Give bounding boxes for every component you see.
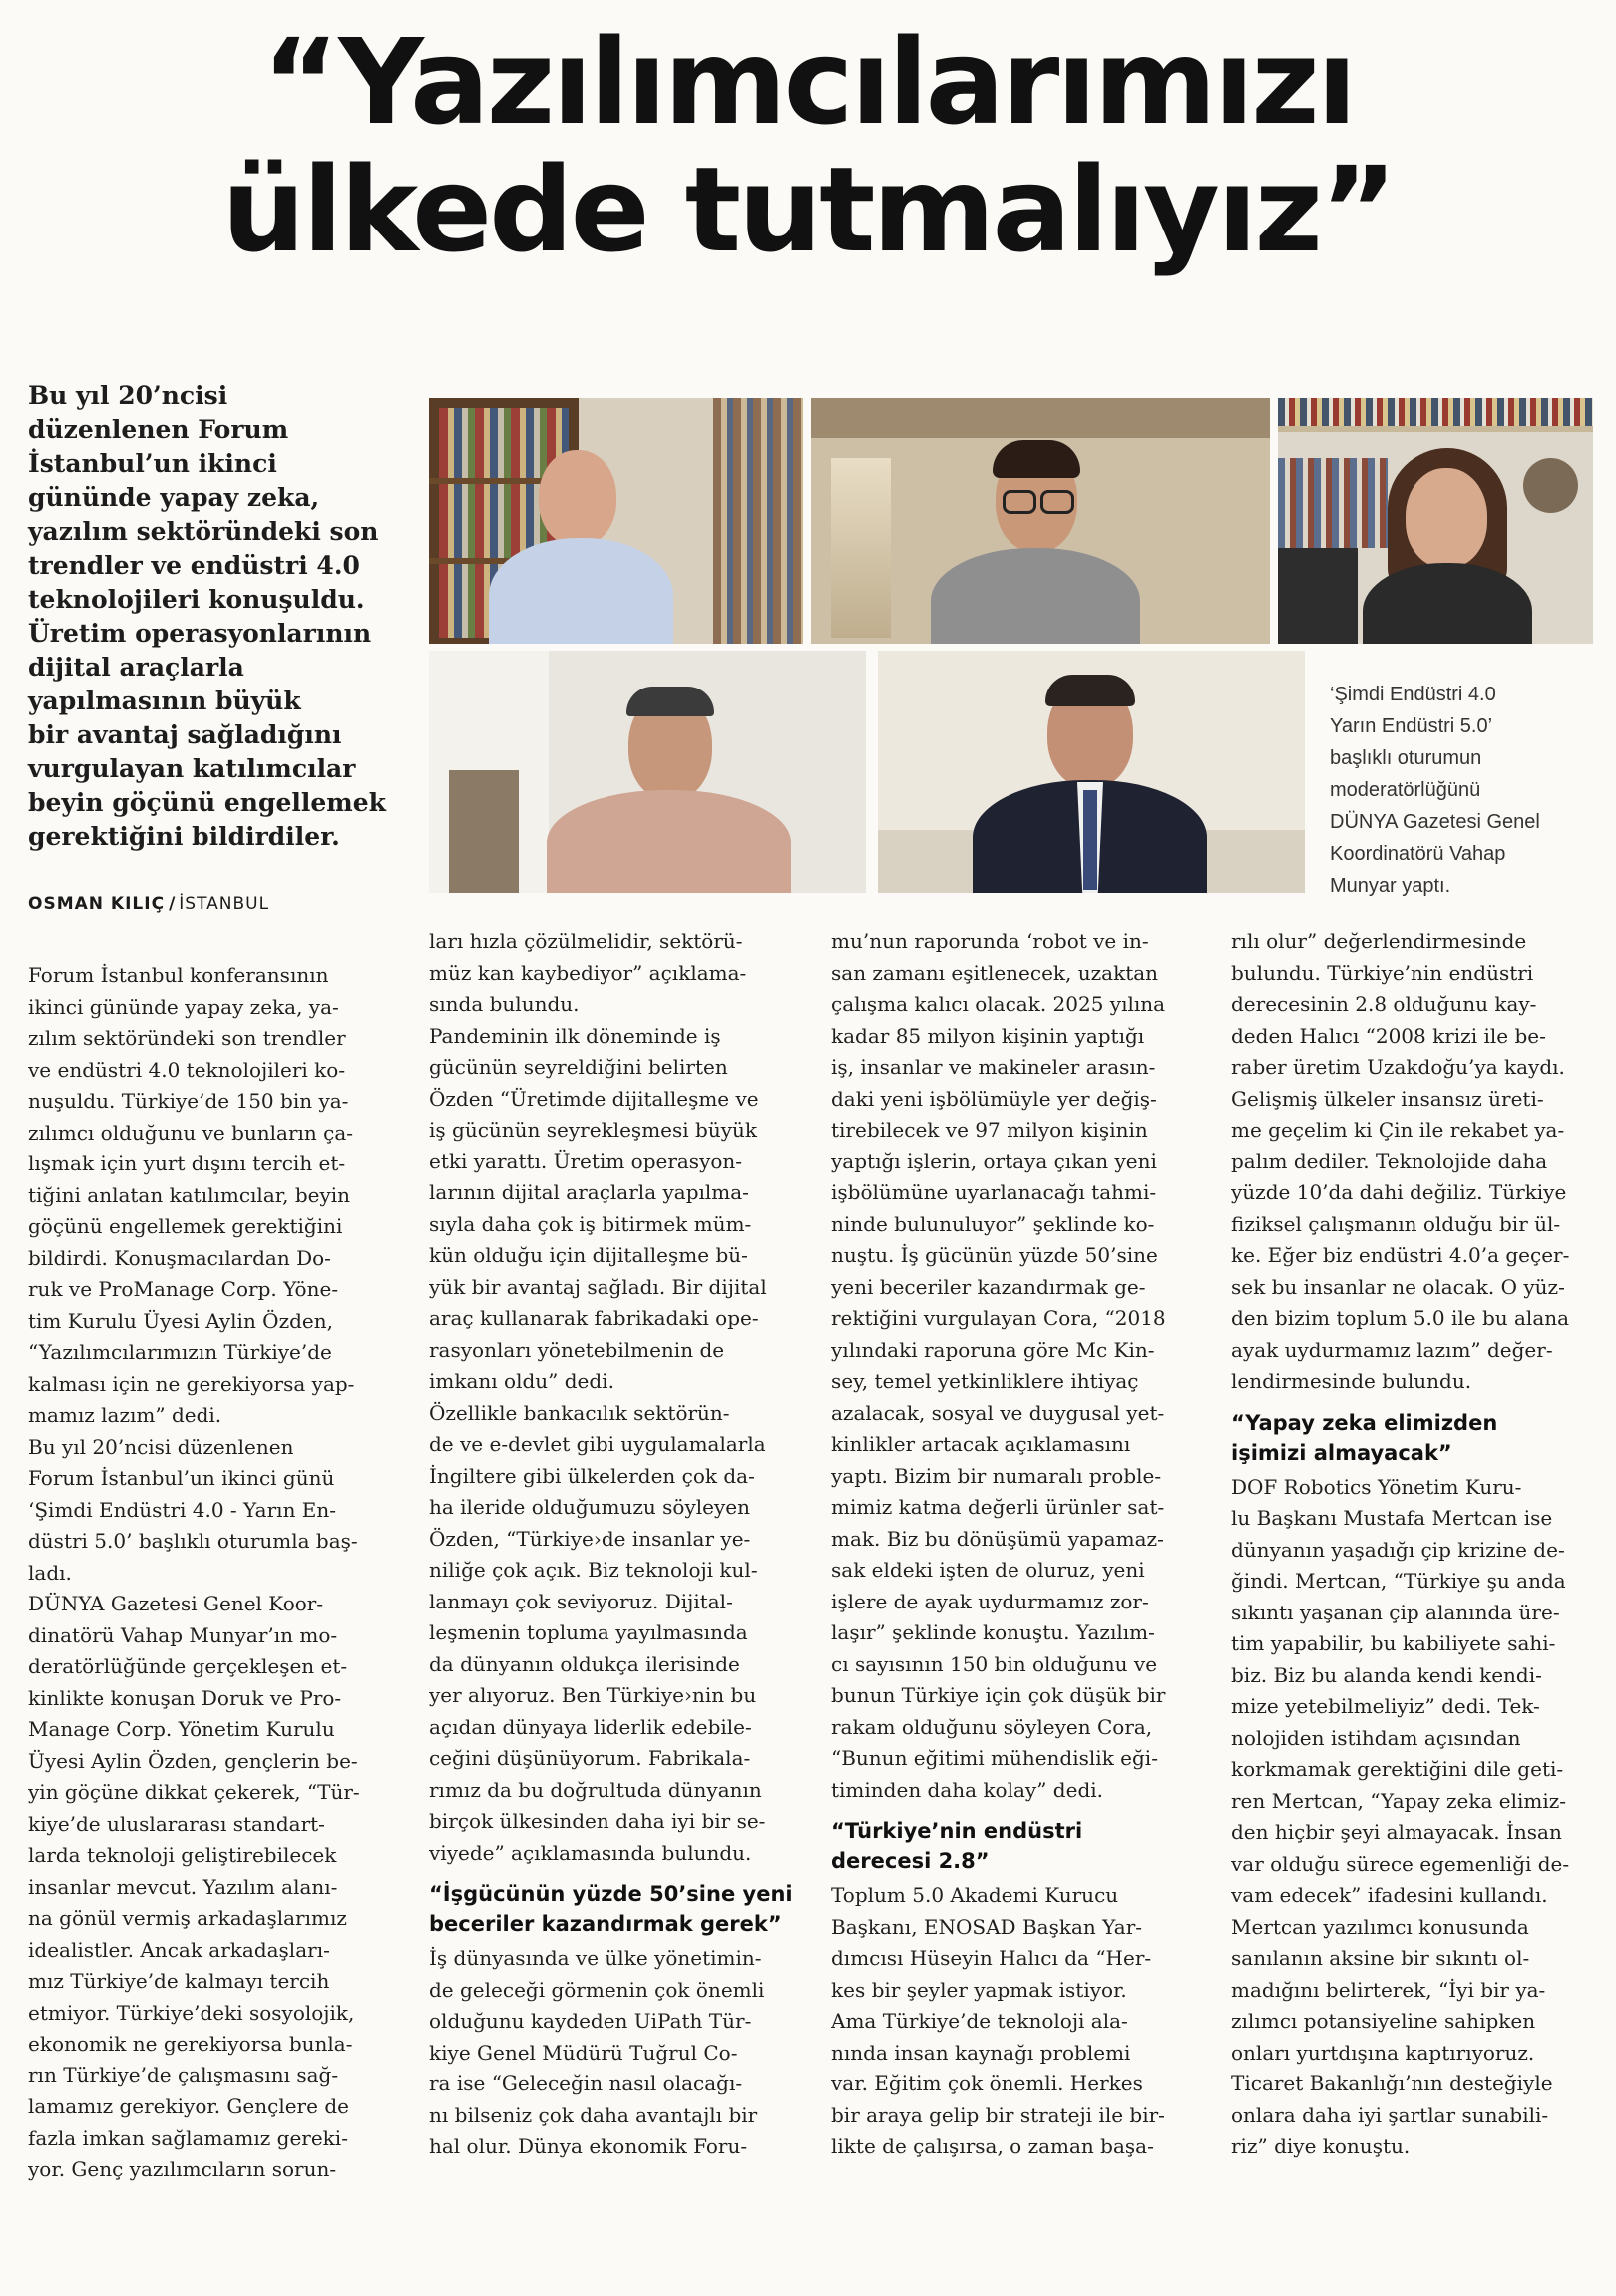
caption-line: Munyar yaptı. <box>1330 875 1451 897</box>
text-line: tim Kurulu Üyesi Aylin Özden, <box>28 1308 333 1333</box>
text-line: me geçelim ki Çin ile rekabet ya- <box>1231 1118 1565 1142</box>
text-line: olduğunu kaydeden UiPath Tür- <box>429 2009 752 2033</box>
text-line: kes bir şeyler yapmak istiyor. <box>831 1977 1127 2002</box>
paragraph <box>28 1432 405 1590</box>
text-line: ninde bulunuluyor” şeklinde ko- <box>831 1211 1155 1236</box>
text-line: onları yurtdışına kaptırıyoruz. <box>1231 2040 1535 2065</box>
text-line: dinatörü Vahap Munyar’ın mo- <box>28 1622 338 1647</box>
article-column-4 <box>1231 926 1595 2163</box>
text-line: laşır” şeklinde konuştu. Yazılım- <box>831 1620 1155 1644</box>
text-line: ladı. <box>28 1560 72 1585</box>
text-line: biz. Biz bu alanda kendi kendi- <box>1231 1662 1542 1687</box>
text-line: larının dijital araçlarla yapılma- <box>429 1180 749 1204</box>
paragraph <box>429 1021 798 1398</box>
text-line: mız Türkiye’de kalmayı tercih <box>28 1969 330 1993</box>
text-line: hal olur. Dünya ekonomik Foru- <box>429 2134 748 2158</box>
text-line: Başkanı, ENOSAD Başkan Yar- <box>831 1914 1143 1939</box>
caption-line: ‘Şimdi Endüstri 4.0 <box>1330 684 1496 705</box>
text-line: sey, temel yetkinliklere ihtiyaç <box>831 1369 1139 1393</box>
text-line: ren Mertcan, “Yapay zeka elimiz- <box>1231 1788 1567 1813</box>
paragraph <box>429 1398 798 1870</box>
lead-line: gerektiğini bildirdiler. <box>28 822 340 851</box>
text-line: na gönül vermiş arkadaşlarımız <box>28 1906 347 1930</box>
text-line: Toplum 5.0 Akademi Kurucu <box>831 1883 1119 1907</box>
lead-line: Üretim operasyonlarının <box>28 619 372 648</box>
text-line: düstri 5.0’ başlıklı oturumla baş- <box>28 1529 358 1553</box>
text-line: yer alıyoruz. Ben Türkiye›nin bu <box>429 1683 757 1707</box>
paragraph <box>831 926 1200 1806</box>
text-line: tirebilecek ve 97 milyon kişinin <box>831 1118 1148 1142</box>
text-line: daki yeni işbölümüyle yer değiş- <box>831 1086 1157 1111</box>
caption-line: Yarın Endüstri 5.0’ <box>1330 715 1493 737</box>
text-line: larda teknoloji geliştirebilecek <box>28 1843 337 1867</box>
text-line: Manage Corp. Yönetim Kurulu <box>28 1717 335 1741</box>
text-line: vam edecek” ifadesini kullandı. <box>1231 1883 1548 1907</box>
section-subheading <box>429 1879 798 1939</box>
paragraph <box>831 1880 1200 2163</box>
article-column-3 <box>831 926 1200 2163</box>
subheading-line: derecesi 2.8” <box>831 1849 990 1873</box>
text-line: kün olduğu için dijitalleşme bü- <box>429 1243 748 1267</box>
text-line: de ve e-devlet gibi uygulamalarla <box>429 1432 766 1456</box>
subheading-line: işimizi almayacak” <box>1231 1440 1452 1465</box>
article-column-2 <box>429 926 798 2163</box>
lead-line: dijital araçlarla <box>28 653 244 682</box>
text-line: nuşuldu. Türkiye’de 150 bin ya- <box>28 1089 349 1113</box>
photo-participant-5 <box>878 651 1305 893</box>
paragraph <box>28 1589 405 2186</box>
text-line: lışmak için yurt dışını tercih et- <box>28 1151 346 1175</box>
text-line: ikinci gününde yapay zeka, ya- <box>28 994 339 1019</box>
text-line: “Yazılımcılarımızın Türkiye’de <box>28 1340 332 1364</box>
text-line: leşmenin topluma yayılmasında <box>429 1620 748 1644</box>
text-line: ları hızla çözülmelidir, sektörü- <box>429 929 743 953</box>
author-name: OSMAN KILIÇ <box>28 894 166 914</box>
caption-line: Koordinatörü Vahap <box>1330 843 1506 865</box>
text-line: Özellikle bankacılık sektörün- <box>429 1400 730 1425</box>
text-line: nında insan kaynağı problemi <box>831 2040 1131 2065</box>
text-line: yaptığı işlerin, ortaya çıkan yeni <box>831 1148 1157 1173</box>
lead-line: bir avantaj sağladığını <box>28 720 342 749</box>
text-line: etmiyor. Türkiye’deki sosyolojik, <box>28 2000 355 2025</box>
text-line: var olduğu sürece egemenliği de- <box>1231 1851 1570 1876</box>
photo-participant-3 <box>1278 398 1593 644</box>
text-line: ruk ve ProManage Corp. Yöne- <box>28 1277 339 1301</box>
lead-line: beyin göçünü engellemek <box>28 788 386 817</box>
text-line: dünyanın yaşadığı çip krizine de- <box>1231 1537 1565 1562</box>
text-line: sıyla daha çok iş bitirmek müm- <box>429 1211 752 1236</box>
text-line: likte de çalışırsa, o zaman başa- <box>831 2134 1154 2158</box>
text-line: ke. Eğer biz endüstri 4.0’a geçer- <box>1231 1243 1570 1267</box>
text-line: iş, insanlar ve makineler arasın- <box>831 1055 1156 1079</box>
text-line: ceğini düşünüyorum. Fabrikala- <box>429 1746 751 1770</box>
text-line: imkanı oldu” dedi. <box>429 1369 614 1393</box>
lead-line: trendler ve endüstri 4.0 <box>28 551 360 580</box>
text-line: Forum İstanbul’un ikinci günü <box>28 1466 335 1490</box>
text-line: mamız lazım” dedi. <box>28 1403 222 1427</box>
text-line: viyede” açıklamasında bulundu. <box>429 1840 752 1865</box>
text-line: mak. Biz bu dönüşümü yapamaz- <box>831 1526 1164 1551</box>
text-line: Gelişmiş ülkeler insansız üreti- <box>1231 1086 1544 1111</box>
lead-line: teknolojileri konuşuldu. <box>28 585 365 614</box>
text-line: kinlikte konuşan Doruk ve Pro- <box>28 1685 342 1710</box>
text-line: Özden, “Türkiye›de insanlar ye- <box>429 1526 751 1551</box>
text-line: azalacak, sosyal ve duygusal yet- <box>831 1400 1165 1425</box>
lead-line: düzenlenen Forum <box>28 415 289 444</box>
text-line: ve endüstri 4.0 teknolojileri ko- <box>28 1057 346 1082</box>
text-line: ha ileride olduğumuzu söyleyen <box>429 1495 751 1519</box>
photo-participant-4 <box>429 651 866 893</box>
text-line: göçünü engellemek gerektiğini <box>28 1214 343 1238</box>
text-line: ekonomik ne gerekiyorsa bunla- <box>28 2032 353 2056</box>
text-line: mu’nun raporunda ‘robot ve in- <box>831 929 1149 953</box>
text-line: kadar 85 milyon kişinin yaptığı <box>831 1023 1145 1048</box>
text-line: fiziksel çalışmanın olduğu bir ül- <box>1231 1211 1561 1236</box>
text-line: ‘Şimdi Endüstri 4.0 - Yarın En- <box>28 1497 337 1522</box>
text-line: raber üretim Uzakdoğu’ya kaydı. <box>1231 1055 1565 1079</box>
text-line: lamamız gerekiyor. Gençlere de <box>28 2094 349 2118</box>
subheading-line: “İşgücünün yüzde 50’sine yeni <box>429 1882 793 1906</box>
section-subheading <box>831 1816 1200 1876</box>
text-line: sanılanın aksine bir sıkıntı ol- <box>1231 1946 1530 1970</box>
text-line: rasyonları yönetebilmenin de <box>429 1337 725 1362</box>
subheading-line: beceriler kazandırmak gerek” <box>429 1912 782 1936</box>
subheading-line: “Yapay zeka elimizden <box>1231 1410 1498 1435</box>
text-line: mimiz katma değerli ürünler sat- <box>831 1495 1165 1519</box>
lead-paragraph <box>28 379 407 854</box>
text-line: rımız da bu doğrultuda dünyanın <box>429 1777 762 1802</box>
text-line: araç kullanarak fabrikadaki ope- <box>429 1306 759 1330</box>
text-line: Bu yıl 20’ncisi düzenlenen <box>28 1434 294 1459</box>
text-line: rın Türkiye’de çalışmasını sağ- <box>28 2063 339 2087</box>
text-line: lu Başkanı Mustafa Mertcan ise <box>1231 1506 1553 1530</box>
text-line: yaptı. Bizim bir numaralı proble- <box>831 1463 1162 1488</box>
text-line: deratörlüğünde gerçekleşen et- <box>28 1654 348 1678</box>
text-line: rakam olduğunu söyleyen Cora, <box>831 1714 1153 1739</box>
text-line: nolojiden istihdam açısından <box>1231 1725 1521 1750</box>
text-line: derecesinin 2.8 olduğunu kay- <box>1231 992 1537 1016</box>
text-line: ğindi. Mertcan, “Türkiye şu anda <box>1231 1569 1566 1593</box>
text-line: var. Eğitim çok önemli. Herkes <box>831 2071 1143 2095</box>
text-line: yılındaki raporuna göre Mc Kin- <box>831 1337 1155 1362</box>
text-line: işbölümüne uyarlanacağı tahmi- <box>831 1180 1157 1204</box>
text-line: Ama Türkiye’de teknoloji ala- <box>831 2009 1128 2033</box>
paragraph <box>28 960 405 1432</box>
article-column-1 <box>28 960 405 2186</box>
text-line: kinlikler artacak açıklamasını <box>831 1432 1131 1456</box>
text-line: yeni beceriler kazandırmak ge- <box>831 1274 1146 1299</box>
text-line: da dünyanın oldukça ilerisinde <box>429 1651 740 1676</box>
text-line: sak eldeki işten de oluruz, yeni <box>831 1558 1145 1582</box>
text-line: müz kan kaybediyor” açıklama- <box>429 960 747 985</box>
text-line: ra ise “Geleceğin nasıl olacağı- <box>429 2071 743 2095</box>
text-line: lendirmesinde bulundu. <box>1231 1369 1472 1393</box>
text-line: zılımcı olduğunu ve bunların ça- <box>28 1120 354 1145</box>
text-line: den hiçbir şeyi almayacak. İnsan <box>1231 1820 1562 1844</box>
text-line: Pandeminin ilk döneminde iş <box>429 1023 721 1048</box>
text-line: tiğini anlatan katılımcılar, beyin <box>28 1182 351 1207</box>
text-line: işlere de ayak uydurmamız zor- <box>831 1589 1149 1613</box>
text-line: yin göçüne dikkat çekerek, “Tür- <box>28 1780 360 1804</box>
text-line: Ticaret Bakanlığı’nın desteğiyle <box>1231 2071 1553 2095</box>
photo-caption <box>1330 679 1589 902</box>
caption-line: başlıklı oturumun <box>1330 747 1482 769</box>
text-line: bildirdi. Konuşmacılardan Do- <box>28 1245 331 1270</box>
paragraph <box>1231 1472 1595 1912</box>
paragraph <box>1231 926 1595 1398</box>
caption-line: moderatörlüğünü <box>1330 779 1481 801</box>
text-line: kiye Genel Müdürü Tuğrul Co- <box>429 2040 738 2065</box>
text-line: Mertcan yazılımcı konusunda <box>1231 1914 1529 1939</box>
subheading-line: “Türkiye’nin endüstri <box>831 1819 1083 1843</box>
text-line: açıdan dünyaya liderlik edebile- <box>429 1714 752 1739</box>
text-line: riz” diye konuştu. <box>1231 2134 1411 2158</box>
text-line: fazla imkan sağlamamız gereki- <box>28 2125 348 2150</box>
paragraph <box>429 1943 798 2163</box>
section-subheading <box>1231 1408 1595 1468</box>
text-line: lanmayı çok seviyoruz. Dijital- <box>429 1589 733 1613</box>
photo-participant-1 <box>429 398 803 644</box>
text-line: çalışma kalıcı olacak. 2025 yılına <box>831 992 1166 1016</box>
text-line: insanlar mevcut. Yazılım alanı- <box>28 1874 338 1899</box>
text-line: mize yetebilmeliyiz” dedi. Tek- <box>1231 1694 1540 1718</box>
text-line: İngiltere gibi ülkelerden çok da- <box>429 1463 755 1488</box>
paragraph <box>429 926 798 1021</box>
text-line: den bizim toplum 5.0 ile bu alana <box>1231 1306 1570 1330</box>
text-line: yüzde 10’da dahi değiliz. Türkiye <box>1231 1180 1567 1204</box>
text-line: DÜNYA Gazetesi Genel Koor- <box>28 1592 324 1615</box>
text-line: sıkıntı yaşanan çip alanında üre- <box>1231 1600 1560 1624</box>
text-line: timinden daha kolay” dedi. <box>831 1777 1103 1802</box>
text-line: iş gücünün seyrekleşmesi büyük <box>429 1118 757 1142</box>
text-line: Üyesi Aylin Özden, gençlerin be- <box>28 1748 358 1773</box>
text-line: deden Halıcı “2008 krizi ile be- <box>1231 1023 1546 1048</box>
text-line: kiye’de uluslararası standart- <box>28 1811 325 1836</box>
lead-line: gününde yapay zeka, <box>28 483 320 512</box>
text-line: bulundu. Türkiye’nin endüstri <box>1231 960 1534 985</box>
lead-line: yazılım sektöründeki son <box>28 517 379 546</box>
text-line: bir araya gelip bir strateji ile bir- <box>831 2102 1165 2127</box>
paragraph <box>1231 1912 1595 2163</box>
text-line: birçok ülkesinden daha iyi bir se- <box>429 1809 766 1833</box>
text-line: sek bu insanlar ne olacak. O yüz- <box>1231 1274 1565 1299</box>
text-line: yük bir avantaj sağladı. Bir dijital <box>429 1274 767 1299</box>
byline-separator: / <box>169 894 176 914</box>
headline <box>140 13 1476 278</box>
text-line: zılımcı potansiyeline sahipken <box>1231 2009 1536 2033</box>
text-line: kalması için ne gerekiyorsa yap- <box>28 1371 355 1396</box>
text-line: yor. Genç yazılımcıların sorun- <box>28 2157 337 2181</box>
text-line: gücünün seyreldiğini belirten <box>429 1055 728 1079</box>
text-line: Forum İstanbul konferansının <box>28 963 329 987</box>
text-line: niliğe çok açık. Biz teknoloji kul- <box>429 1558 758 1582</box>
text-line: “Bunun eğitimi mühendislik eği- <box>831 1746 1158 1770</box>
text-line: ayak uydurmamız lazım” değer- <box>1231 1337 1553 1362</box>
lead-line: yapılmasının büyük <box>28 687 301 715</box>
text-line: cı sayısının 150 bin olduğunu ve <box>831 1651 1158 1676</box>
text-line: palım dediler. Teknolojide daha <box>1231 1148 1548 1173</box>
text-line: onlara daha iyi şartlar sunabili- <box>1231 2102 1549 2127</box>
lead-line: vurgulayan katılımcılar <box>28 754 356 783</box>
byline-location: İSTANBUL <box>179 894 270 914</box>
caption-line: DÜNYA Gazetesi Genel <box>1330 811 1540 833</box>
text-line: zılım sektöründeki son trendler <box>28 1026 346 1050</box>
headline-line-1: “Yazılımcılarımızı <box>261 13 1355 151</box>
text-line: de geleceği görmenin çok önemli <box>429 1977 765 2002</box>
byline <box>28 894 407 914</box>
headline-line-2: ülkede tutmalıyız” <box>221 141 1395 278</box>
text-line: dımcısı Hüseyin Halıcı da “Her- <box>831 1946 1152 1970</box>
text-line: rılı olur” değerlendirmesinde <box>1231 929 1527 953</box>
text-line: sında bulundu. <box>429 992 580 1016</box>
lead-line: İstanbul’un ikinci <box>28 449 277 478</box>
text-line: nuştu. İş gücünün yüzde 50’sine <box>831 1243 1158 1267</box>
text-line: İş dünyasında ve ülke yönetimin- <box>429 1946 762 1970</box>
lead-line: Bu yıl 20’ncisi <box>28 381 228 410</box>
text-line: madığını belirterek, “İyi bir ya- <box>1231 1977 1546 2002</box>
text-line: etki yarattı. Üretim operasyon- <box>429 1148 743 1173</box>
text-line: rektiğini vurgulayan Cora, “2018 <box>831 1306 1166 1330</box>
photo-participant-2 <box>811 398 1270 644</box>
text-line: Özden “Üretimde dijitalleşme ve <box>429 1086 759 1111</box>
text-line: bunun Türkiye için çok düşük bir <box>831 1683 1166 1707</box>
text-line: DOF Robotics Yönetim Kuru- <box>1231 1474 1522 1499</box>
text-line: idealistler. Ancak arkadaşları- <box>28 1937 330 1962</box>
text-line: san zamanı eşitlenecek, uzaktan <box>831 960 1159 985</box>
text-line: tim yapabilir, bu kabiliyete sahi- <box>1231 1631 1556 1655</box>
text-line: korkmamak gerektiğini dile geti- <box>1231 1757 1564 1781</box>
text-line: nı bilseniz çok daha avantajlı bir <box>429 2102 758 2127</box>
